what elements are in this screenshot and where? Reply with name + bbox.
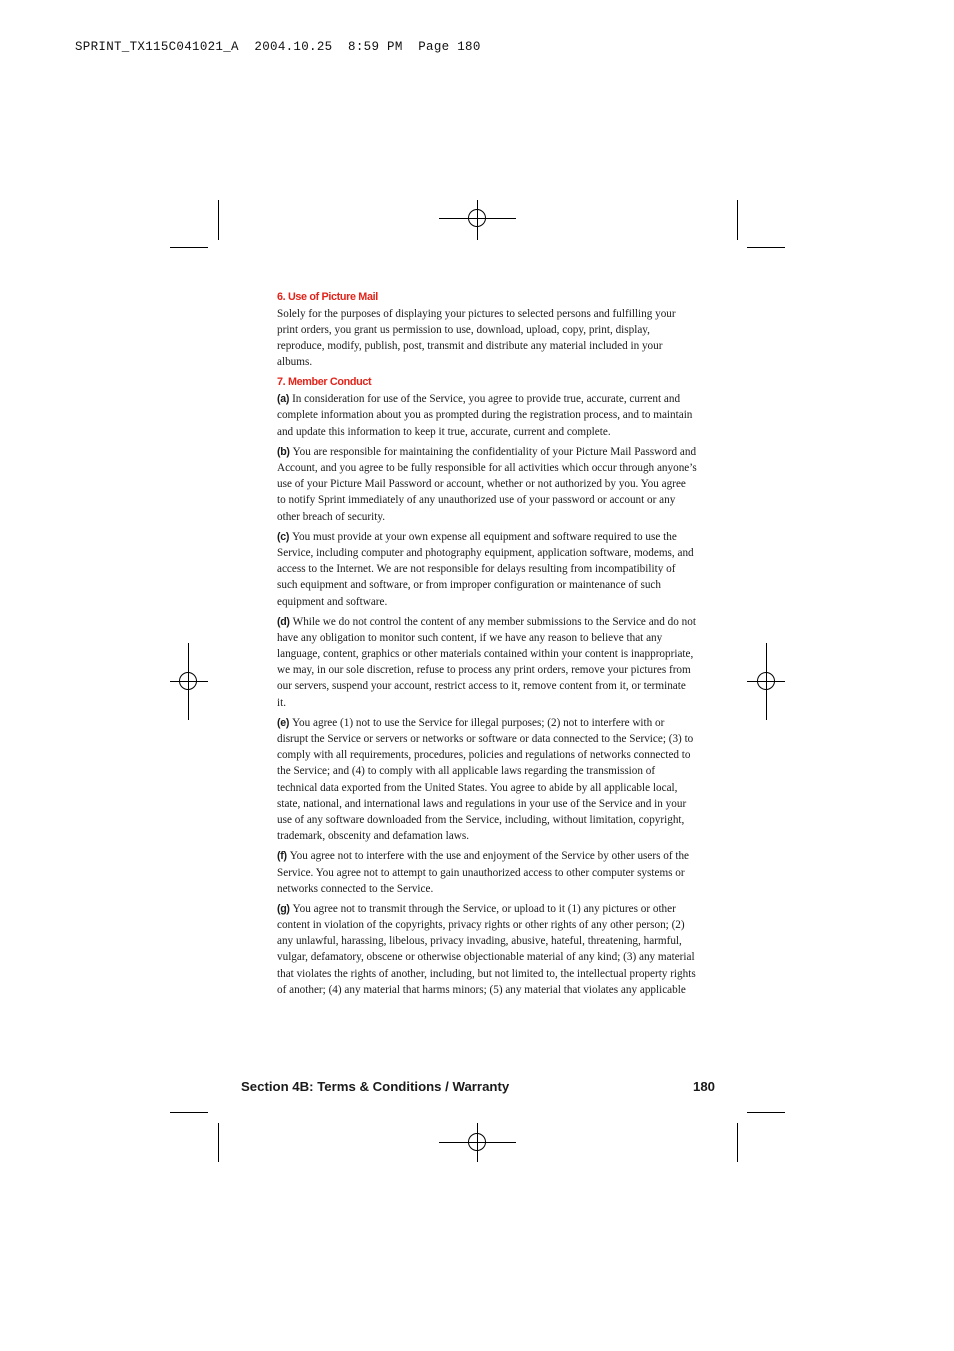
clause-text: In consideration for use of the Service, you agree to provide true, accurate, current and complete information about you as prompted during the registration process, and to maintain and update this information to keep it true, accurate, current and complete.: [277, 393, 693, 438]
clause-text: You agree not to interfere with the use and enjoyment of the Service by other users of the Service. You agree not to attempt to gain unauthorized access to other computer systems or networks connected to the Service.: [277, 850, 690, 895]
crop-mark: [170, 247, 208, 248]
page-footer: [241, 1079, 715, 1094]
clause-label: (a): [277, 393, 290, 406]
clause-g: [277, 901, 697, 998]
section-heading-member-conduct: 7. Member Conduct: [277, 376, 372, 389]
clause-b: [277, 444, 697, 524]
clause-label: (c): [277, 531, 290, 544]
crop-mark: [170, 1112, 208, 1113]
section-heading-picture-mail: 6. Use of Picture Mail: [277, 291, 378, 303]
registration-circle: [468, 1133, 486, 1151]
terms-body: [277, 290, 697, 1002]
clause-c: [277, 529, 697, 609]
crop-mark: [737, 200, 738, 240]
clause-label: (b): [277, 446, 290, 459]
clause-a: [277, 391, 697, 439]
clause-text: You must provide at your own expense all equipment and software required to use the Service, including computer and photography equipment, application software, modems, and access to the Internet. We are not responsible for delays resulting from incompatibility of such equipment and software, or from improper configuration or maintenance of such equipment and software.: [277, 531, 694, 608]
clause-text: You are responsible for maintaining the confidentiality of your Picture Mail Password and Account, and you agree to be fully responsible for all activities which occur through anyone’s use of your Picture Mail Password or account, whether or not authorized by you. You agree to notify Sprint immediately of any unauthorized use of your password or account or any other breach of security.: [277, 446, 697, 523]
clause-label: (g): [277, 903, 290, 916]
paragraph-text: Solely for the purposes of displaying your pictures to selected persons and fulfilling your print orders, you grant us permission to use, download, upload, copy, print, display, reproduce, modify, publish, post, transmit and distribute any material included in your albums.: [277, 308, 676, 369]
paragraph-picture-mail: [277, 306, 697, 370]
clause-label: (e): [277, 717, 290, 730]
registration-circle: [179, 672, 197, 690]
clause-label: (f): [277, 850, 287, 863]
crop-mark: [737, 1123, 738, 1162]
print-slug-line: SPRINT_TX115C041021_A 2004.10.25 8:59 PM Page 180: [75, 40, 481, 54]
footer-section-title: Section 4B: Terms & Conditions / Warranty: [241, 1079, 510, 1094]
clause-text: You agree not to transmit through the Service, or upload to it (1) any pictures or other content in violation of the copyrights, privacy rights or other rights of any other person; (2) any unlawful, harassing, libelous, privacy invading, abusive, hateful, threatening, harmful, vulgar, defamatory, obscene or otherwise objectionable material of any kind; (3) any material that violates the rights of another, including, but not limited to, the intellectual property rights of another; (4) any material that harms minors; (5) any material that violates any applicable: [277, 903, 696, 996]
clause-text: While we do not control the content of any member submissions to the Service and do not have any obligation to monitor such content, if we have any reason to believe that any language, content, graphics or other materials contained within your content is inappropriate, we may, in our sole discretion, refuse to process any print orders, remove your pictures from our servers, suspend your account, restrict access to it, remove content from it, or terminate it.: [277, 616, 696, 709]
crop-mark: [218, 200, 219, 240]
registration-circle: [757, 672, 775, 690]
crop-mark: [218, 1123, 219, 1162]
clause-f: [277, 848, 697, 896]
clause-label: (d): [277, 616, 290, 629]
crop-mark: [747, 247, 785, 248]
clause-e: [277, 715, 697, 844]
clause-text: You agree (1) not to use the Service for illegal purposes; (2) not to interfere with or disrupt the Service or servers or networks or software or data connected to the Service; (3) to comply with all requirements, procedures, policies and regulations of networks connected to the Service; and (4) to comply with all applicable laws regarding the transmission of technical data exported from the United States. You agree to abide by all applicable local, state, national, and international laws and regulations in your use of the Service and in your use of any software downloaded from the Service, including, without limitation, copyright, trademark, obscenity and defamation laws.: [277, 717, 694, 842]
crop-mark: [747, 1112, 785, 1113]
page-number: 180: [692, 1079, 715, 1094]
clause-d: [277, 614, 697, 711]
registration-circle: [468, 209, 486, 227]
